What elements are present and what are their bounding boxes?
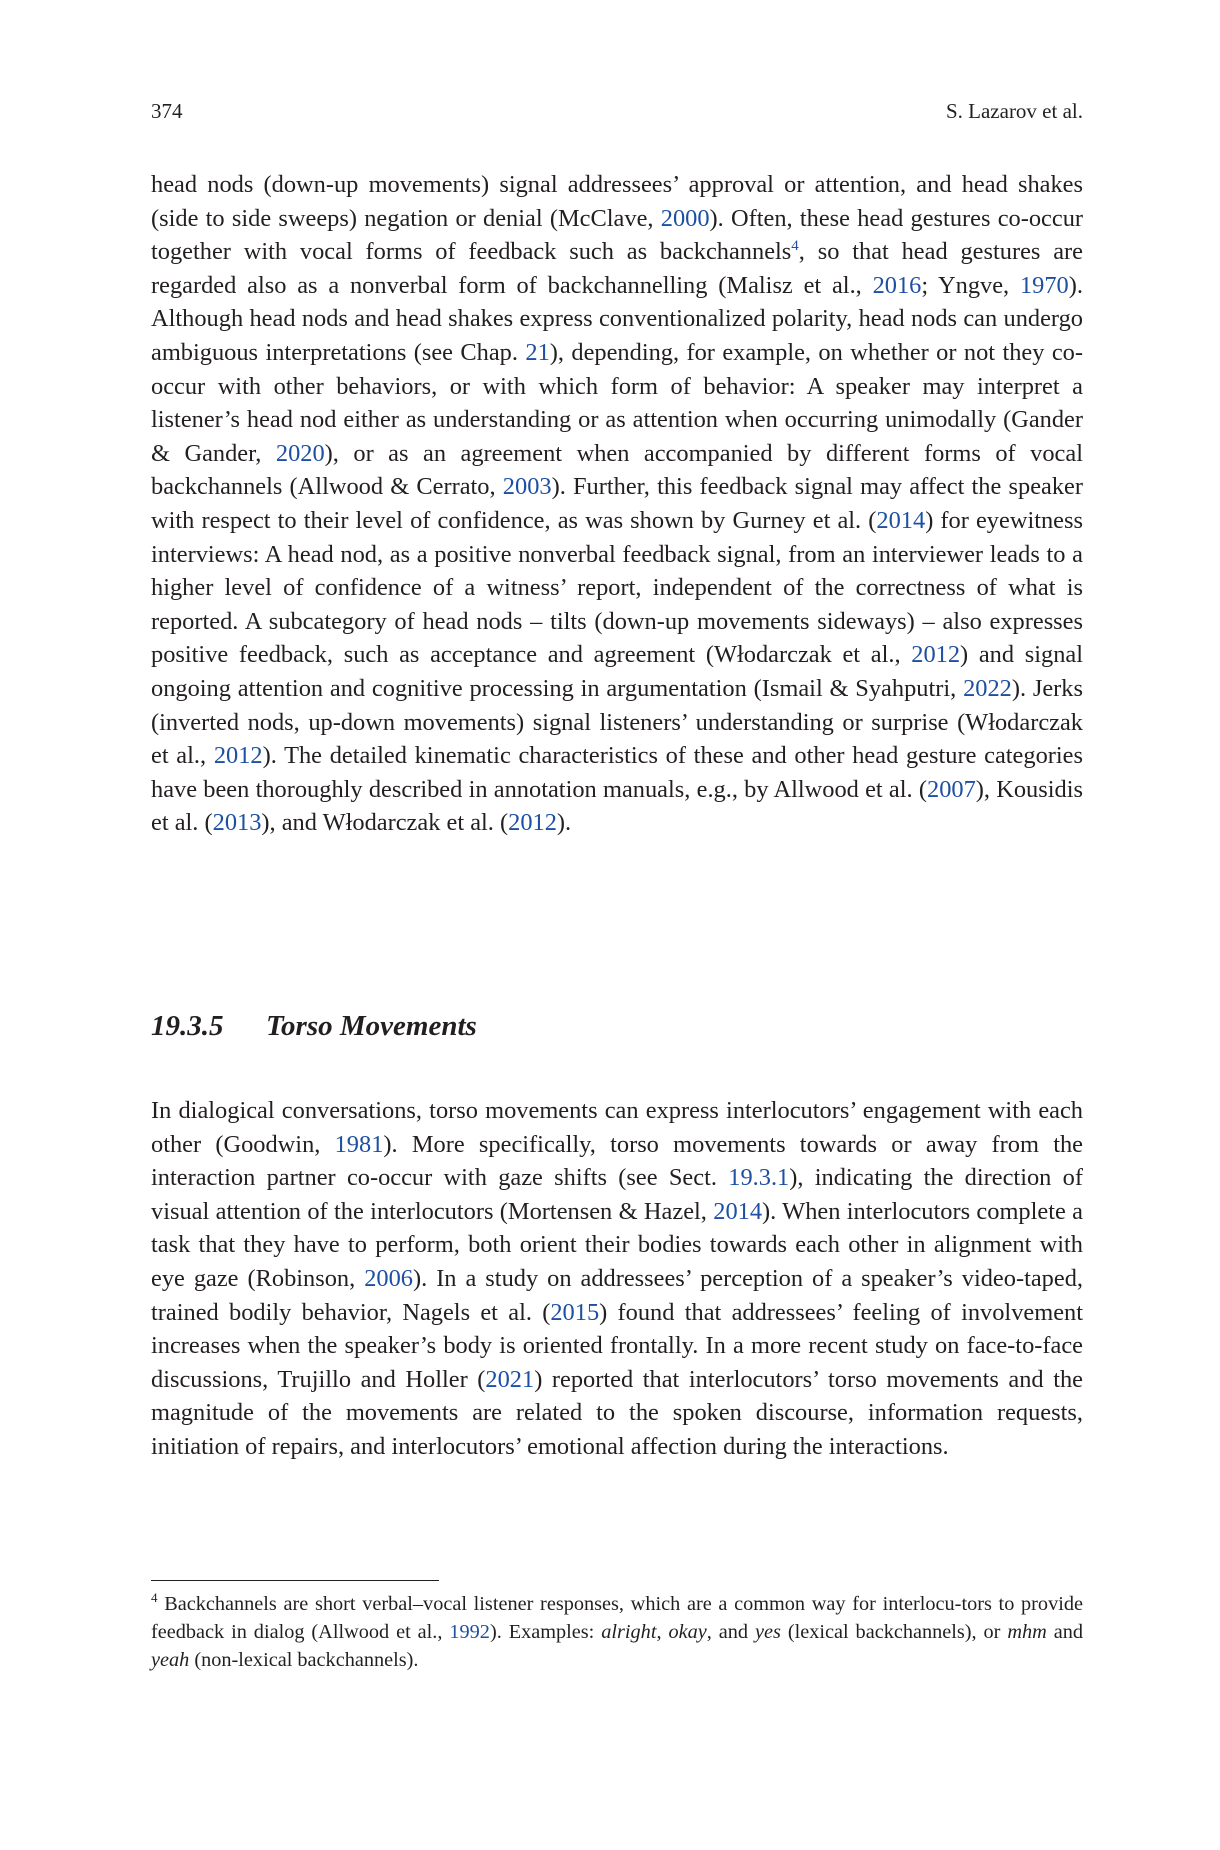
page-number: 374 [151, 99, 183, 123]
running-head-authors: S. Lazarov et al. [945, 99, 1083, 123]
section-number: 19.3.5 [151, 1010, 224, 1042]
text-run: In dialogical conversations, torso movements can express interlocutors’ engagement with each other (Goodwin, [151, 1097, 1083, 1158]
text-run: ) for eyewitness interviews: A head nod, as a positive nonverbal feedback signal, from an interviewer leads to a higher level of confidence of a witness’ report, independent of the correctness of what is reported. A subcategory of head nods – tilts (down-up movements sideways) – also expresses positive feedback, such as acceptance and agreement (Włodarczak et al., [151, 506, 1083, 669]
citation-link[interactable]: 1970 [1019, 271, 1069, 299]
citation-link[interactable]: 2003 [502, 473, 552, 501]
citation-link[interactable]: 2000 [660, 204, 710, 232]
text-run: Backchannels are short verbal–vocal listener responses, which are a common way for interlocu-tors to provide feedback in dialog (Allwood et al., [151, 1593, 1083, 1643]
text-run: ), or as an agreement when accompanied by different forms of vocal backchannels (Allwood & Cerrato, [151, 439, 1083, 501]
footnote-divider [151, 1580, 439, 1581]
section-title: Torso Movements [266, 1010, 477, 1042]
text-run: ). [556, 809, 572, 837]
citation-link[interactable]: 2016 [872, 271, 922, 299]
text-run: ; Yngve, [921, 271, 1020, 299]
citation-link[interactable]: 2013 [212, 809, 262, 837]
body-paragraph-torso-movements [151, 1094, 1083, 1464]
text-run: ) and signal ongoing attention and cognitive processing in argumentation (Ismail & Syahputri, [151, 641, 1083, 702]
text-run: head nods (down-up movements) signal addressees’ approval or attention, and head shakes (side to side sweeps) negation or denial (McClave, [151, 171, 1083, 232]
citation-link[interactable]: 2020 [275, 439, 325, 467]
example-word: mhm [1007, 1621, 1047, 1643]
text-run: ). Often, these head gestures co-occur together with vocal forms of feedback such as backchannels [151, 204, 1084, 266]
body-paragraph-head-gestures [151, 168, 1083, 840]
citation-link[interactable]: 1992 [449, 1621, 490, 1643]
citation-link[interactable]: 2012 [213, 742, 263, 770]
text-run: ), depending, for example, on whether or not they co-occur with other behaviors, or with which form of behavior: A speaker may interpret a listener’s head nod either as understanding or as attention when occurring unimodally (Gander & Gander, [151, 338, 1083, 467]
example-word: yes [754, 1621, 781, 1643]
text-run: ) found that addressees’ feeling of involvement increases when the speaker’s body is oriented frontally. In a more recent study on face-to-face discussions, Trujillo and Holler ( [151, 1298, 1083, 1393]
footnote-4 [151, 1590, 1083, 1674]
citation-link[interactable]: 2015 [550, 1298, 600, 1326]
section-link[interactable]: 19.3.1 [728, 1164, 790, 1192]
citation-link[interactable]: 1981 [334, 1130, 384, 1158]
text-run: ). The detailed kinematic characteristics of these and other head gesture categories have been thoroughly described in annotation manuals, e.g., by Allwood et al. ( [151, 742, 1083, 803]
text-run: ). In a study on addressees’ perception of a speaker’s video-taped, trained bodily behavior, Nagels et al. ( [151, 1264, 1083, 1326]
text-run: , [656, 1621, 669, 1643]
text-run: (non-lexical backchannels). [189, 1649, 419, 1671]
citation-link[interactable]: 2014 [876, 506, 926, 534]
text-run: , and [706, 1621, 755, 1643]
section-heading [151, 1008, 477, 1044]
text-run: ). Although head nods and head shakes express conventionalized polarity, head nods can undergo ambiguous interpretations (see Chap. [151, 271, 1083, 366]
example-word: alright [601, 1621, 657, 1643]
footnote-number: 4 [151, 1590, 158, 1606]
example-word: yeah [151, 1649, 190, 1671]
text-run: ). Jerks (inverted nods, up-down movements) signal listeners’ understanding or surprise (Włodarczak et al., [151, 674, 1083, 770]
text-run: ), and Włodarczak et al. ( [261, 809, 509, 837]
text-run: ). Further, this feedback signal may affect the speaker with respect to their level of confidence, as was shown by Gurney et al. ( [151, 473, 1083, 534]
footnote-4-link[interactable]: 4 [791, 238, 799, 255]
citation-link[interactable]: 2012 [508, 809, 557, 837]
example-word: okay [668, 1621, 707, 1643]
citation-link[interactable]: 2012 [911, 641, 961, 669]
text-run: ), Kousidis et al. ( [151, 775, 1083, 837]
text-run: (lexical backchannels), or [780, 1621, 1008, 1643]
citation-link[interactable]: 2007 [927, 775, 976, 803]
citation-link[interactable]: 2021 [485, 1365, 535, 1393]
text-run: , so that head gestures are regarded also as a nonverbal form of backchannelling (Malisz et al., [151, 238, 1083, 299]
text-run: ). More specifically, torso movements towards or away from the interaction partner co-occur with gaze shifts (see Sect. [151, 1130, 1083, 1192]
text-run: ), indicating the direction of visual attention of the interlocutors (Mortensen & Hazel, [151, 1164, 1083, 1225]
citation-link[interactable]: 2014 [713, 1197, 763, 1225]
text-run: ) reported that interlocutors’ torso movements and the magnitude of the movements are related to the spoken discourse, information requests, initiation of repairs, and interlocutors’ emotional affection during the interactions. [151, 1365, 1083, 1460]
text-run: ). When interlocutors complete a task that they have to perform, both orient their bodies towards each other in alignment with eye gaze (Robinson, [151, 1197, 1083, 1292]
text-run: ). Examples: [489, 1621, 602, 1643]
text-run: and [1046, 1621, 1084, 1643]
citation-link[interactable]: 2006 [364, 1264, 413, 1292]
citation-link[interactable]: 2022 [963, 674, 1012, 702]
chapter-link[interactable]: 21 [525, 338, 550, 366]
